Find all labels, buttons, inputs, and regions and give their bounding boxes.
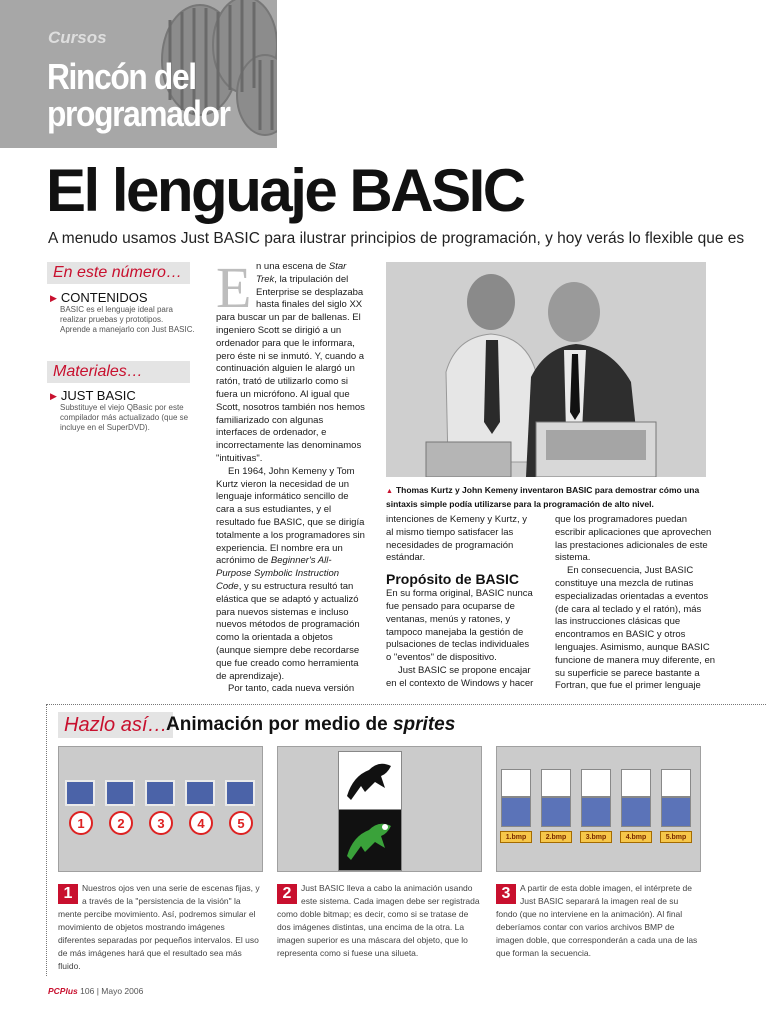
dropcap-spacer bbox=[216, 255, 256, 320]
frame-number: 5 bbox=[229, 811, 253, 835]
section-label: Cursos bbox=[48, 28, 107, 47]
brand-logo: PCPlus bbox=[48, 986, 78, 996]
frog-silhouette-icon bbox=[339, 752, 399, 808]
bmp-filename: 5.bmp bbox=[660, 831, 692, 843]
body-column-1 bbox=[216, 255, 366, 695]
sprite-mask bbox=[338, 751, 402, 811]
bmp-filename: 3.bmp bbox=[580, 831, 612, 843]
photo-caption bbox=[386, 484, 712, 510]
section-heading: Propósito de BASIC bbox=[386, 571, 520, 588]
caption-text: Thomas Kurtz y John Kemeny inventaron BASIC para demostrar cómo una sintaxis simple podía utilizarse para la programación de alto nivel. bbox=[386, 485, 700, 509]
materials-desc: Substituye el viejo QBasic por este compilador más actualizado (que se incluye en el SuperDVD). bbox=[60, 403, 189, 432]
text-run: En 1964, John Kemeny y Tom Kurtz vieron la necesidad de un lenguaje informático sencillo de cara a sus estudiantes, y el resultado fue BASIC, que se dirigía totalmente a los programadores sin experiencia. El nombre era un acrónimo de bbox=[216, 465, 365, 567]
sprite-frame bbox=[185, 780, 215, 806]
frame-number: 2 bbox=[109, 811, 133, 835]
article-subtitle: A menudo usamos Just BASIC para ilustrar principios de programación, y hoy verás lo flexible que es bbox=[48, 230, 745, 247]
page-number: 106 bbox=[80, 986, 95, 996]
column-title-line2: programador bbox=[47, 93, 230, 134]
photo-illustration bbox=[386, 262, 706, 477]
step-1-image bbox=[58, 746, 263, 872]
step-number: 3 bbox=[496, 884, 516, 904]
paragraph: que los programadores puedan escribir aplicaciones que aprovechen las prestaciones adicionales de este sistema. bbox=[555, 514, 712, 564]
text-run-italic: sprites bbox=[392, 714, 456, 735]
step-text: A partir de esta doble imagen, el intérprete de Just BASIC separará la imagen real de su fondo (que no interviene en la animación). Al final deberíamos contar con varios archivos BMP de imagen doble, que corresponderán a cada una de las que forman la secuencia. bbox=[496, 883, 698, 958]
mask-frame bbox=[541, 769, 571, 797]
sprite-image bbox=[338, 809, 402, 871]
drop-cap: E bbox=[216, 255, 252, 320]
materials-heading: Materiales… bbox=[47, 361, 190, 383]
frog-icon bbox=[339, 810, 399, 868]
howto-title bbox=[166, 713, 455, 737]
text-run: , la tripulación del Enterprise se desplazaba hasta finales del siglo XX para buscar un par de ballenas. El ingeniero Scott se dirigió a un ordenador para que le informara, pero éste ni se inmutó. Y, cuando a continuación alguien le alargó un ratón, trató de utilizarlo como si fuera un micrófono. Al igual que Scott, nosotros también nos hemos familiarizado con algunas interfaces de ordenador, e incorrectamente las denominamos "intuitivas". bbox=[216, 273, 365, 464]
mask-frame bbox=[501, 769, 531, 797]
frame-number: 3 bbox=[149, 811, 173, 835]
sprite-frame bbox=[105, 780, 135, 806]
step-text: Nuestros ojos ven una serie de escenas fijas, y a través de la "persistencia de la visión" la mente percibe movimiento. Así, podremos simular el movimiento de objetos mostrando imágenes diferentes separadas por pequeños intervalos. El uso de más imágenes hará que el resultado sea más fluido. bbox=[58, 883, 260, 971]
sprite-frame bbox=[225, 780, 255, 806]
triangle-bullet-icon: ▶ bbox=[50, 293, 57, 303]
frame-number: 4 bbox=[189, 811, 213, 835]
paragraph: En consecuencia, Just BASIC constituye una mezcla de rutinas especializadas orientadas a eventos (de cara al teclado y el ratón), más las instrucciones clásicas que encontramos en BASIC y otros lenguajes. Asimismo, aunque BASIC funcione de manera muy diferente, en su superficie se parece bastante a Fortran, que fue el primer lenguaje bbox=[555, 565, 715, 692]
materials-item bbox=[50, 388, 136, 403]
text-run-italic: Beginner's All-Purpose Symbolic Instruction Code bbox=[216, 555, 340, 592]
triangle-bullet-icon: ▲ bbox=[386, 488, 393, 495]
paragraph: Just BASIC se propone encajar en el contexto de Windows y hacer bbox=[386, 664, 534, 689]
mask-frame bbox=[621, 769, 651, 797]
step-3 bbox=[496, 882, 701, 960]
bmp-filename: 1.bmp bbox=[500, 831, 532, 843]
paragraph: intenciones de Kemeny y Kurtz, y al mismo tiempo satisfacer las necesidades de programación estándar. bbox=[386, 514, 527, 564]
triangle-bullet-icon: ▶ bbox=[50, 391, 57, 401]
step-text: Just BASIC lleva a cabo la animación usando este sistema. Cada imagen debe ser registrada como doble bitmap; es decir, como si se tratase de dos imágenes distintas, una encima de la otra. La imagen superior es una máscara del objeto, que lo representa como si fuese una silueta. bbox=[277, 883, 480, 958]
bitmap-frame bbox=[621, 797, 651, 827]
article-title: El lenguaje BASIC bbox=[46, 157, 524, 224]
bmp-filename: 4.bmp bbox=[620, 831, 652, 843]
step-number: 1 bbox=[58, 884, 78, 904]
step-number: 2 bbox=[277, 884, 297, 904]
body-column-2 bbox=[386, 514, 536, 696]
column-title-line1: Rincón del bbox=[47, 56, 196, 97]
sprite-frame bbox=[65, 780, 95, 806]
bitmap-frame bbox=[581, 797, 611, 827]
bmp-filename: 2.bmp bbox=[540, 831, 572, 843]
sprite-frame bbox=[145, 780, 175, 806]
howto-label: Hazlo así… bbox=[58, 712, 173, 738]
step-1 bbox=[58, 882, 263, 973]
column-title bbox=[47, 58, 230, 132]
issue-date: Mayo 2006 bbox=[101, 986, 144, 996]
bitmap-frame bbox=[661, 797, 691, 827]
issue-item-label: CONTENIDOS bbox=[60, 290, 148, 305]
paragraph: En su forma original, BASIC nunca fue pensado para ocuparse de ventanas, menús y ratones, y tampoco manejaba la gestión de pulsaciones de teclas individuales o "eventos" de dispositivo. bbox=[386, 588, 533, 664]
step-2 bbox=[277, 882, 482, 960]
paragraph: Por tanto, cada nueva versión bbox=[228, 683, 355, 695]
body-column-3 bbox=[555, 514, 715, 696]
text-run: n una escena de bbox=[256, 261, 329, 272]
mask-frame bbox=[581, 769, 611, 797]
frame-number: 1 bbox=[69, 811, 93, 835]
text-run: Animación por medio de bbox=[166, 714, 393, 735]
step-2-image bbox=[277, 746, 482, 872]
text-run: , y su estructura resultó tan elástica que se adaptó y actualizó para nuevos sistemas e incluso nuevos métodos de programación como la orientada a objetos (aunque siempre debe recordarse que fue creado como herramienta de aprendizaje). bbox=[216, 580, 360, 682]
issue-heading: En este número… bbox=[47, 262, 190, 284]
text-run-italic: Star Trek bbox=[256, 261, 347, 285]
issue-item bbox=[50, 290, 148, 305]
issue-desc: BASIC es el lenguaje ideal para realizar pruebas y prototipos. Aprende a manejarlo con Just BASIC. bbox=[60, 305, 195, 334]
materials-item-label: JUST BASIC bbox=[60, 388, 136, 403]
mask-frame bbox=[661, 769, 691, 797]
step-3-image bbox=[496, 746, 701, 872]
paragraph bbox=[216, 466, 366, 684]
page-footer: PCPlus 106 | Mayo 2006 bbox=[48, 986, 144, 996]
bitmap-frame bbox=[541, 797, 571, 827]
kemeny-kurtz-photo bbox=[386, 262, 706, 477]
bitmap-frame bbox=[501, 797, 531, 827]
